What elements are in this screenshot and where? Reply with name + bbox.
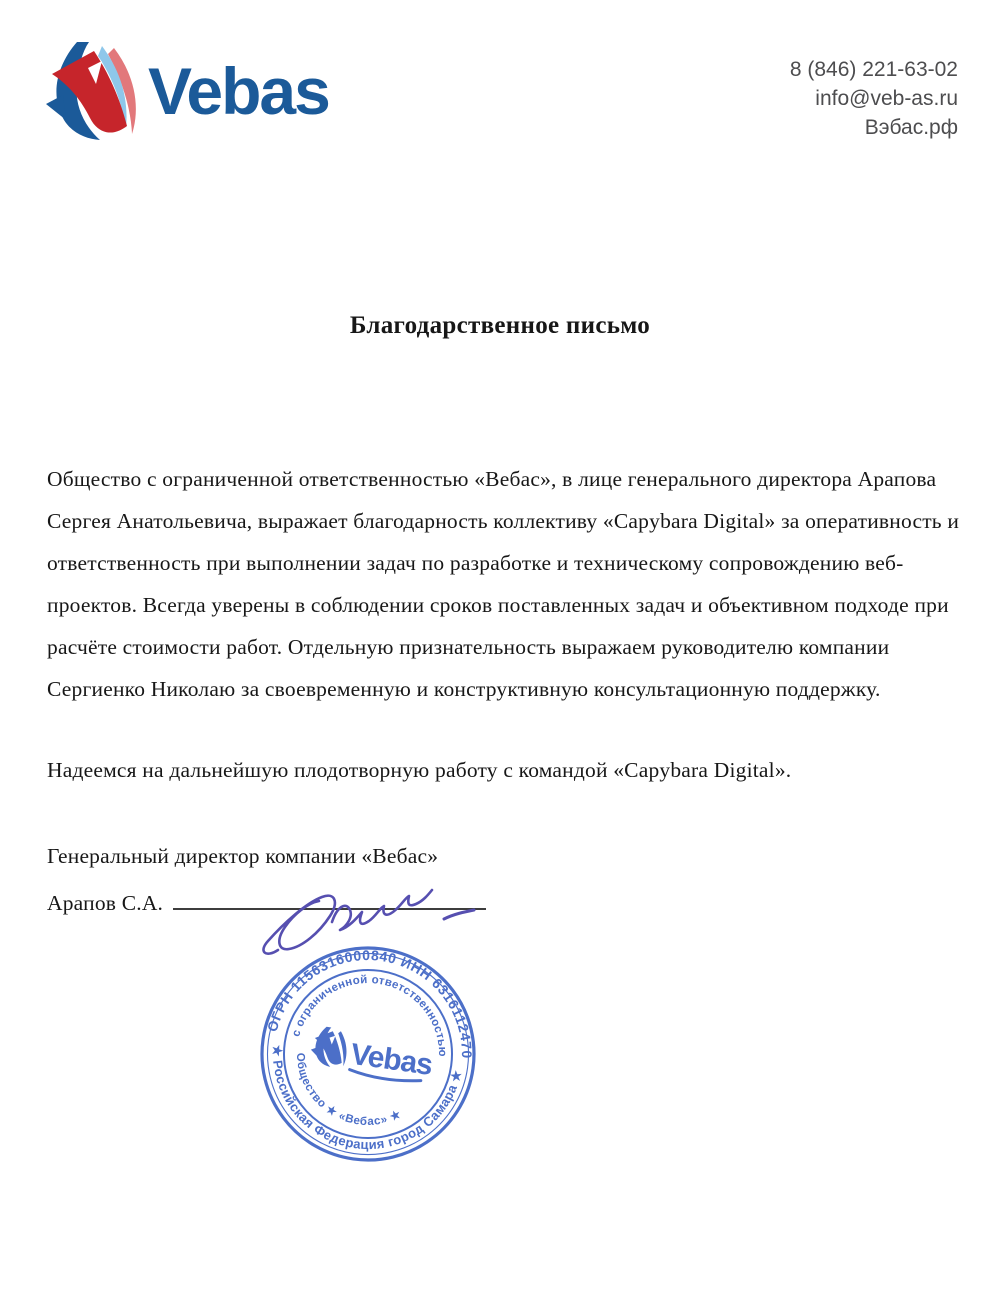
stamp-brand-wordmark: Vebas (348, 1037, 435, 1082)
signatory-position: Генеральный директор компании «Вебас» (47, 844, 439, 868)
stamp-text-federation-city: ★ Российская Федерация город Самара ★ (269, 1044, 465, 1153)
letter-title: Благодарственное письмо (349, 312, 651, 339)
vebas-swoosh-icon (44, 40, 136, 140)
company-round-stamp (248, 934, 488, 1174)
contact-website: Вэбас.рф (864, 116, 958, 139)
letter-paragraph-2: Надеемся на дальнейшую плодотворную работу с командой «Capybara Digital». (47, 758, 792, 782)
letter-body (47, 458, 961, 924)
letter-paragraph-1: Общество с ограниченной ответственностью «Вебас», в лице генерального директора Арапова Сергея Анатольевича, выражает благодарность коллективу «Capybara Digital» за оперативность и ответственность при выполнении задач по разработке и техническому сопровождению веб-проектов. Всегда уверены в соблюдении сроков поставленных задач и объективном подходе при расчёте стоимости работ. Отдельную признательность выражаем руководителю компании Сергиенко Николаю за своевременную и конструктивную консультационную поддержку. (47, 467, 960, 701)
signature-block (47, 835, 961, 924)
brand-wordmark: Vebas (148, 54, 329, 128)
stamp-center-logo (308, 1025, 435, 1085)
contact-email: info@veb-as.ru (815, 87, 958, 110)
contact-block (790, 55, 958, 142)
signatory-name: Арапов С.А. (47, 891, 164, 915)
stamp-text-ogrn-inn: ОГРН 1156316000840 ИНН 6316112470 (263, 946, 476, 1059)
contact-phone: 8 (846) 221-63-02 (789, 58, 958, 81)
company-logo (44, 40, 329, 140)
stamp-text-llc-top: с ограниченной ответственностью (290, 973, 449, 1057)
stamp-text-llc-bottom: Общество ★ «Вебас» ★ (293, 1052, 404, 1129)
handwritten-signature (248, 882, 488, 962)
